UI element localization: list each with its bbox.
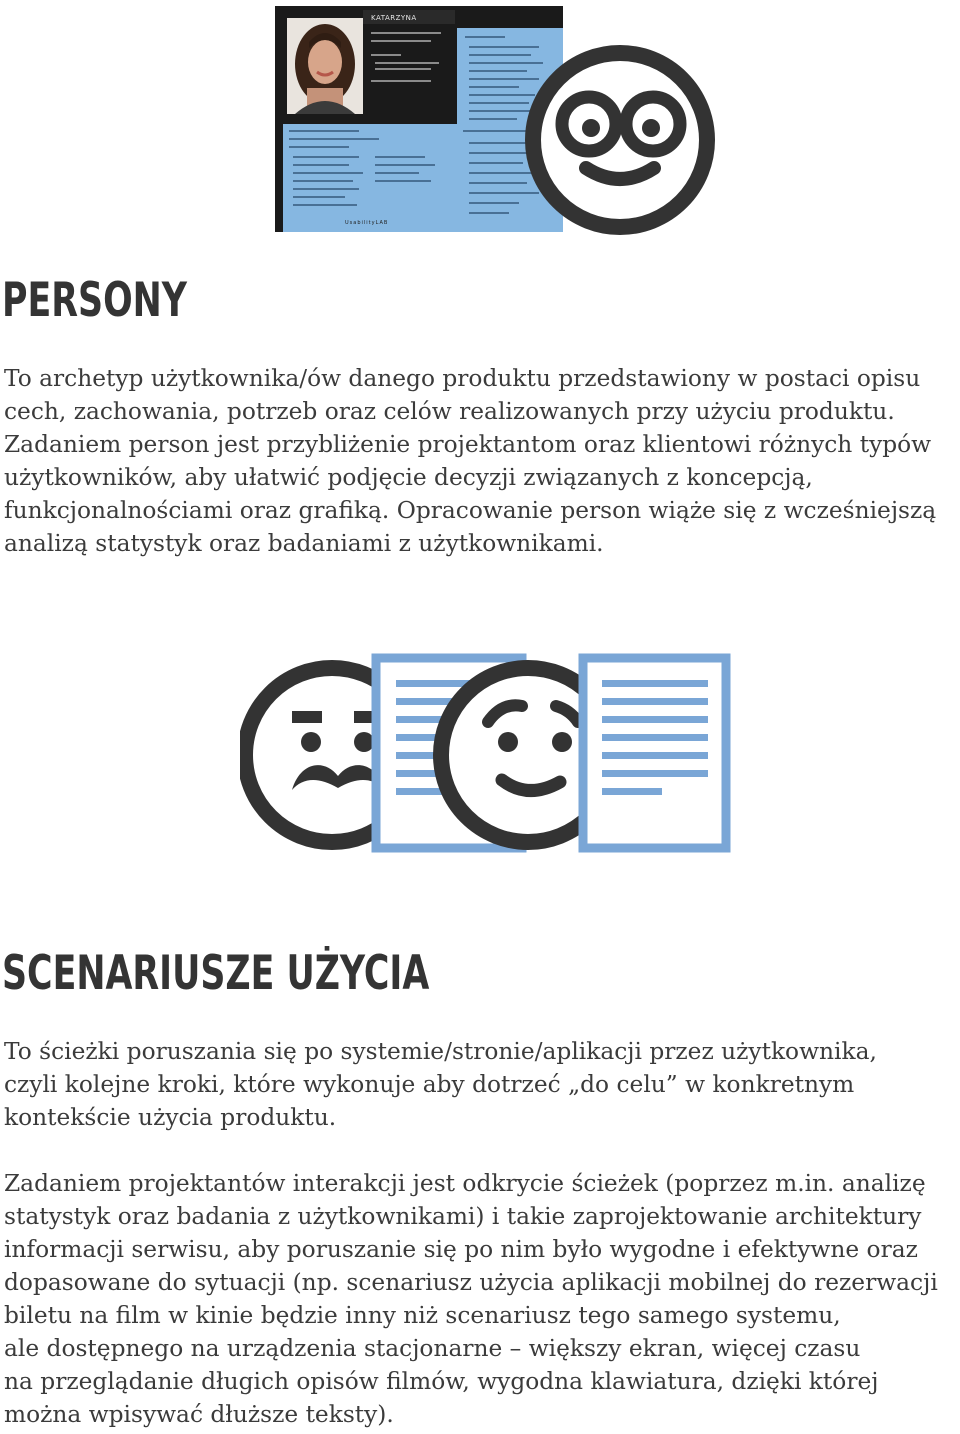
text-line: cech, zachowania, potrzeb oraz celów realizowanych przy użyciu produktu.: [4, 398, 895, 425]
text-line: To archetyp użytkownika/ów danego produktu przedstawiony w postaci opisu: [4, 365, 921, 392]
text-line: analizą statystyk oraz badaniami z użytkownikami.: [4, 530, 604, 557]
persona-card-brand: UsabilityLAB: [345, 220, 389, 226]
text-line: To ścieżki poruszania się po systemie/stronie/aplikacji przez użytkownika,: [4, 1038, 877, 1065]
text-line: Zadaniem projektantów interakcji jest odkrycie ścieżek (poprzez m.in. analizę: [4, 1170, 926, 1197]
persona-name: KATARZYNA: [371, 14, 417, 22]
nerd-face-icon: [520, 40, 720, 240]
text-line: ale dostępnego na urządzenia stacjonarne – większy ekran, więcej czasu: [4, 1335, 861, 1362]
text-line: dopasowane do sytuacji (np. scenariusz użycia aplikacji mobilnej do rezerwacji: [4, 1269, 938, 1296]
text-line: czyli kolejne kroki, które wykonuje aby dotrzeć „do celu” w konkretnym: [4, 1071, 855, 1098]
section-heading-persony: PERSONY: [2, 273, 187, 328]
scenariusze-paragraph-1: [4, 1035, 960, 1134]
text-line: użytkowników, aby ułatwić podjęcie decyzji związanych z koncepcją,: [4, 464, 813, 491]
text-line: kontekście użycia produktu.: [4, 1104, 337, 1131]
text-line: Zadaniem person jest przybliżenie projektantom oraz klientowi różnych typów: [4, 431, 932, 458]
persona-photo: [287, 18, 363, 114]
document-icon: [583, 658, 726, 848]
text-line: można wpisywać dłuższe teksty).: [4, 1401, 394, 1428]
text-line: informacji serwisu, aby poruszanie się po nim było wygodne i efektywne oraz: [4, 1236, 918, 1263]
text-line: funkcjonalnościami oraz grafiką. Opracowanie person wiąże się z wcześniejszą: [4, 497, 937, 524]
text-line: na przeglądanie długich opisów filmów, wygodna klawiatura, dzięki której: [4, 1368, 879, 1395]
text-line: statystyk oraz badania z użytkownikami) i takie zaprojektowanie architektury: [4, 1203, 922, 1230]
text-line: biletu na film w kinie będzie inny niż scenariusz tego samego systemu,: [4, 1302, 841, 1329]
scenariusze-paragraph-2: [4, 1167, 960, 1431]
section-heading-scenariusze: SCENARIUSZE UŻYCIA: [2, 946, 430, 1001]
persony-paragraph: [4, 362, 960, 560]
scenario-illustration: [240, 650, 740, 860]
